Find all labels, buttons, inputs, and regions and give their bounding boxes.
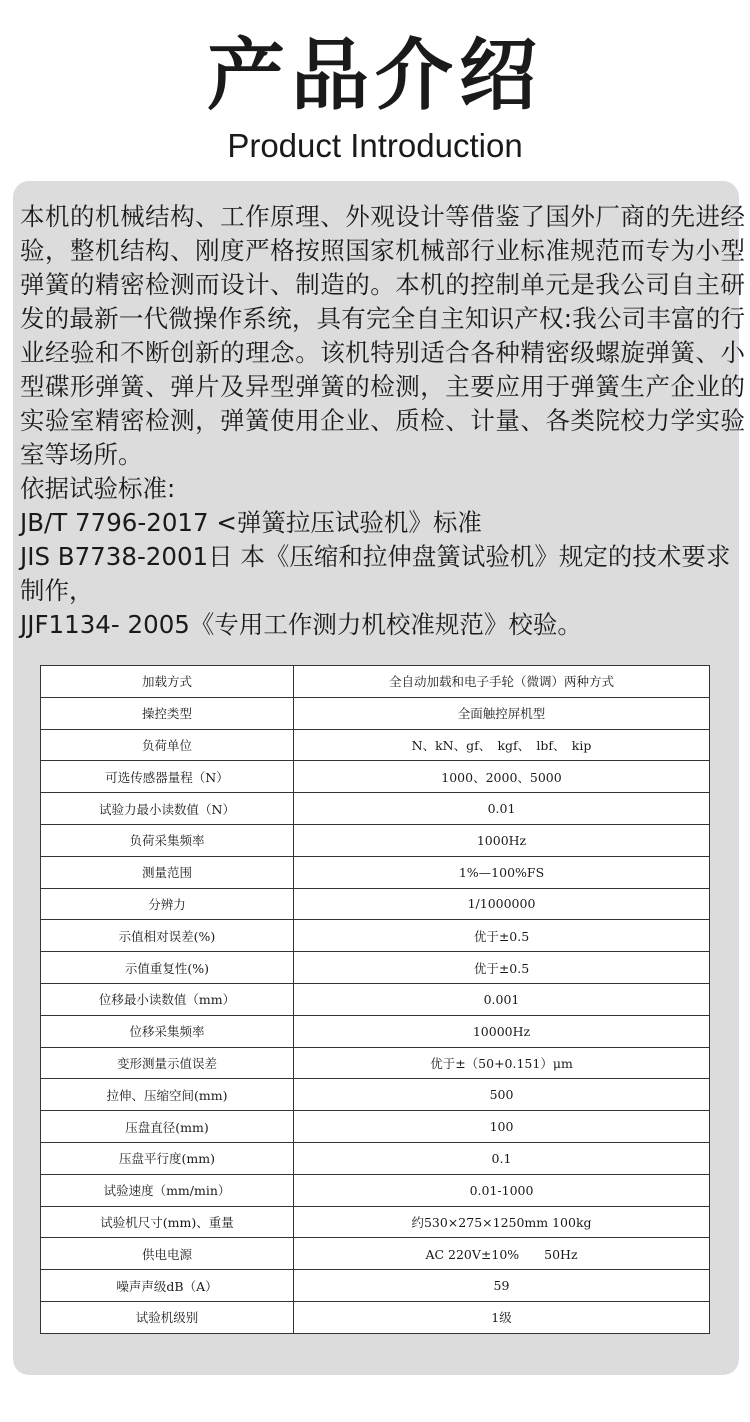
spec-value: 0.01-1000 <box>294 1174 710 1206</box>
spec-label: 供电电源 <box>41 1238 294 1270</box>
spec-value: 全自动加载和电子手轮（微调）两种方式 <box>294 666 710 698</box>
page-title: 产品介绍 <box>206 31 543 121</box>
spec-value: 优于±0.5 <box>294 920 710 952</box>
table-row <box>41 1238 710 1270</box>
spec-label: 分辨力 <box>41 888 294 920</box>
spec-label: 操控类型 <box>41 697 294 729</box>
spec-label: 压盘平行度(mm) <box>41 1142 294 1174</box>
spec-label: 压盘直径(mm) <box>41 1111 294 1143</box>
spec-label: 示值相对误差(%) <box>41 920 294 952</box>
table-row <box>41 1047 710 1079</box>
table-row <box>41 761 710 793</box>
table-row <box>41 1270 710 1302</box>
standard-item: JIS B7738-2001日 本《压缩和拉伸盘簧试验机》规定的技术要求制作， <box>20 542 731 605</box>
spec-label: 试验力最小读数值（N） <box>41 793 294 825</box>
spec-label: 负荷采集频率 <box>41 824 294 856</box>
spec-value: 1%—100%FS <box>294 856 710 888</box>
table-row <box>41 1174 710 1206</box>
spec-value: 0.1 <box>294 1142 710 1174</box>
table-row <box>41 856 710 888</box>
spec-value: 1000、2000、5000 <box>294 761 710 793</box>
table-row <box>41 1015 710 1047</box>
table-row <box>41 952 710 984</box>
spec-table <box>40 665 710 1334</box>
spec-value: 0.01 <box>294 793 710 825</box>
spec-value: N、kN、gf、 kgf、 lbf、 kip <box>294 729 710 761</box>
table-row <box>41 1142 710 1174</box>
spec-label: 拉伸、压缩空间(mm) <box>41 1079 294 1111</box>
page-subtitle: Product Introduction <box>227 127 523 164</box>
table-row <box>41 1301 710 1333</box>
table-row <box>41 983 710 1015</box>
table-row <box>41 793 710 825</box>
spec-label: 噪声声级dB（A） <box>41 1270 294 1302</box>
standards-heading: 依据试验标准: <box>20 474 176 503</box>
spec-value: 100 <box>294 1111 710 1143</box>
spec-label: 位移最小读数值（mm） <box>41 983 294 1015</box>
spec-label: 试验速度（mm/min） <box>41 1174 294 1206</box>
spec-label: 位移采集频率 <box>41 1015 294 1047</box>
table-row <box>41 1111 710 1143</box>
spec-value: 59 <box>294 1270 710 1302</box>
spec-label: 示值重复性(%) <box>41 952 294 984</box>
spec-label: 加载方式 <box>41 666 294 698</box>
spec-value: 优于±（50+0.151）μm <box>294 1047 710 1079</box>
table-row <box>41 1206 710 1238</box>
table-row <box>41 1079 710 1111</box>
spec-value: 10000Hz <box>294 1015 710 1047</box>
spec-value: 优于±0.5 <box>294 952 710 984</box>
spec-value: 约530×275×1250mm 100kg <box>294 1206 710 1238</box>
spec-value: 0.001 <box>294 983 710 1015</box>
table-row <box>41 824 710 856</box>
spec-value: 1000Hz <box>294 824 710 856</box>
standard-item: JJF1134- 2005《专用工作测力机校准规范》校验。 <box>20 610 582 639</box>
spec-value: 1/1000000 <box>294 888 710 920</box>
spec-value: 500 <box>294 1079 710 1111</box>
standard-item: JB/T 7796-2017 <弹簧拉压试验机》标准 <box>20 508 482 537</box>
table-row <box>41 666 710 698</box>
table-row <box>41 729 710 761</box>
table-row <box>41 920 710 952</box>
spec-label: 测量范围 <box>41 856 294 888</box>
spec-value: 1级 <box>294 1301 710 1333</box>
spec-label: 变形测量示值误差 <box>41 1047 294 1079</box>
table-row <box>41 697 710 729</box>
spec-value: AC 220V±10% 50Hz <box>294 1238 710 1270</box>
spec-label: 试验机级别 <box>41 1301 294 1333</box>
intro-text <box>20 200 745 642</box>
table-row <box>41 888 710 920</box>
spec-label: 负荷单位 <box>41 729 294 761</box>
spec-value: 全面触控屏机型 <box>294 697 710 729</box>
spec-label: 试验机尺寸(mm)、重量 <box>41 1206 294 1238</box>
spec-label: 可选传感器量程（N） <box>41 761 294 793</box>
intro-description: 本机的机械结构、工作原理、外观设计等借鉴了国外厂商的先进经验，整机结构、刚度严格按照国家机械部行业标准规范而专为小型弹簧的精密检测而设计、制造的。本机的控制单元是我公司自主研发的最新一代微操作系统，具有完全自主知识产权:我公司丰富的行业经验和不断创新的理念。该机特别适合各种精密级螺旋弹簧、小型碟形弹簧、弹片及异型弹簧的检测，主要应用于弹簧生产企业的实验室精密检测，弹簧使用企业、质检、计量、各类院校力学实验室等场所。 <box>20 202 745 469</box>
